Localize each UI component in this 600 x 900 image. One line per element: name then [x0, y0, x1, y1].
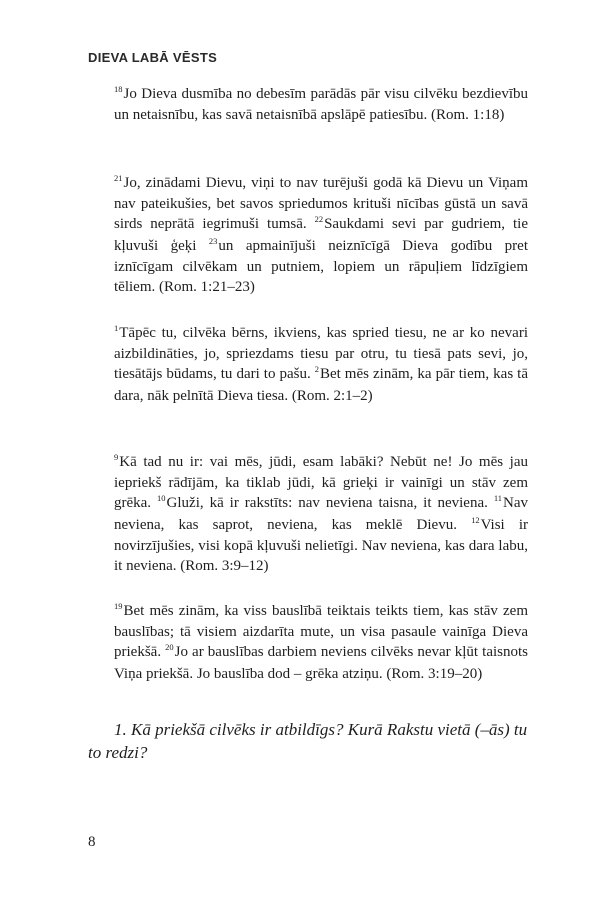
scripture-passage-rom-3-9-12 — [114, 452, 528, 576]
verse-text: Bet mēs zinām, ka viss bauslībā teiktais teikts tiem, kas stāv zem bauslības; tā visiem aizdarīta mute, un visa pasaule vainīga Dieva priekšā. — [114, 603, 528, 661]
verse-number: 20 — [165, 642, 174, 653]
scripture-passage-rom-1-21-23 — [114, 173, 528, 297]
verse-text: un apmainījuši neiznīcīgā Dieva godību pret iznīcīgam cilvēkam un putniem, lopiem un rāpuļiem līdzīgiem tēliem. (Rom. 1:21–23) — [114, 237, 528, 296]
scripture-passage-rom-2-1-2 — [114, 323, 528, 406]
verse-text: Visi ir novirzījušies, visi kopā kļuvuši nelietīgi. Nav neviena, kas dara labu, it neviena. (Rom. 3:9–12) — [114, 516, 528, 575]
verse-number: 21 — [114, 173, 123, 183]
verse-number: 19 — [114, 601, 123, 611]
verse-number: 11 — [493, 493, 503, 504]
scripture-passage-rom-1-18 — [114, 84, 528, 125]
verse-number: 12 — [471, 514, 480, 525]
verse-number: 1 — [114, 323, 119, 333]
verse-text: Jo Dieva dusmība no debesīm parādās pār visu cilvēku bezdievību un netaisnību, kas savā netaisnībā apslāpē patiesību. (Rom. 1:18) — [114, 86, 528, 124]
verse-text: Gluži, kā ir rakstīts: nav neviena taisna, it neviena. — [166, 495, 494, 512]
verse-text: Jo ar bauslības darbiem neviens cilvēks nevar kļūt taisnots Viņa priekšā. Jo bauslība dod – grēka atziņu. (Rom. 3:19–20) — [114, 644, 528, 682]
study-question-text: 1. Kā priekšā cilvēks ir atbildīgs? Kurā Rakstu vietā (–ās) tu to redzi? — [88, 720, 528, 762]
running-head-title: DIEVA LABĀ VĒSTS — [88, 50, 218, 65]
verse-number: 23 — [208, 235, 218, 246]
verse-text: Bet mēs zinām, ka pār tiem, kas tā dara, nāk pelnītā Dieva tiesa. (Rom. 2:1–2) — [114, 366, 528, 404]
verse-text: Jo, zinādami Dievu, viņi to nav turējuši godā kā Dievu un Viņam nav pateikušies, bet savos spriedumos krituši nīcības gūstā un savā sirds neprātā iegrimuši tumsā. — [114, 175, 528, 233]
scripture-passage-rom-3-19-20 — [114, 601, 528, 684]
verse-text: Nav neviena, kas saprot, neviena, kas meklē Dievu. — [114, 495, 529, 533]
page-number: 8 — [88, 834, 96, 850]
verse-text: Kā tad nu ir: vai mēs, jūdi, esam labāki? Nebūt ne! Jo mēs jau iepriekš rādījām, ka tiklab jūdi, kā grieķi ir vainīgi un stāv zem grēka. — [114, 454, 528, 512]
verse-number: 22 — [314, 214, 324, 225]
verse-number: 9 — [114, 452, 119, 462]
verse-text: Saukdami sevi par gudriem, tie kļuvuši ģeķi — [114, 216, 528, 254]
verse-number: 10 — [157, 493, 166, 504]
verse-text: Tāpēc tu, cilvēka bērns, ikviens, kas spried tiesu, ne ar ko nevari aizbildināties, jo, spriezdams tiesu par otru, tu tiesā pats sevi, jo, tiesātājs būdams, tu dari to pašu. — [114, 325, 528, 383]
verse-number: 18 — [114, 84, 123, 94]
study-question — [88, 718, 528, 764]
verse-number: 2 — [314, 364, 319, 375]
